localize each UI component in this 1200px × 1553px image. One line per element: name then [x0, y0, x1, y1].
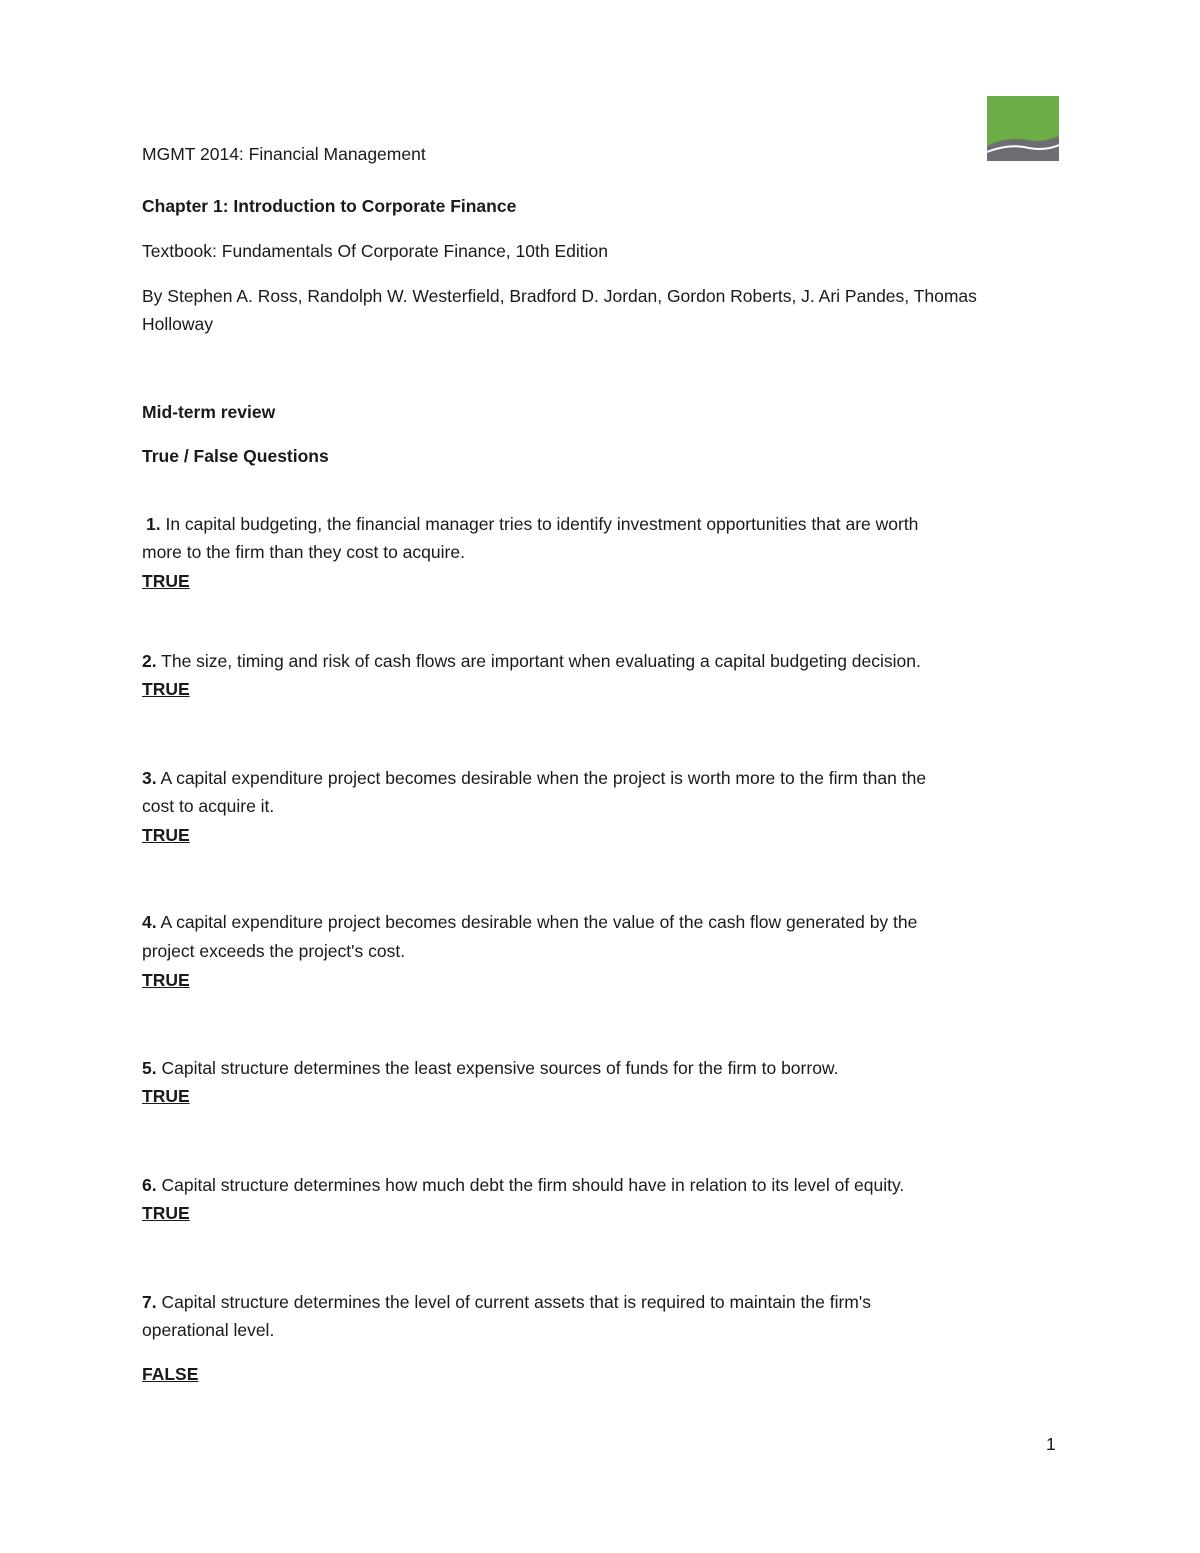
question-1-line-2: more to the firm than they cost to acquire.	[142, 542, 465, 562]
section-title: Mid-term review	[142, 402, 276, 422]
course-title: MGMT 2014: Financial Management	[142, 144, 426, 164]
question-number: 3.	[142, 768, 157, 788]
textbook-line: Textbook: Fundamentals Of Corporate Finance, 10th Edition	[142, 241, 608, 261]
question-4-line-1	[142, 908, 917, 936]
question-text: The size, timing and risk of cash flows are important when evaluating a capital budgeting decision.	[156, 651, 921, 671]
question-number: 4.	[142, 912, 157, 932]
question-5-answer: TRUE	[142, 1086, 190, 1106]
question-7-line-2: operational level.	[142, 1320, 275, 1340]
question-number: 1.	[146, 514, 161, 534]
question-2-line-1	[142, 647, 921, 675]
question-number: 6.	[142, 1175, 157, 1195]
question-1-line-1	[146, 510, 918, 538]
college-logo	[987, 96, 1059, 161]
question-7-line-1	[142, 1288, 871, 1316]
question-number: 7.	[142, 1292, 157, 1312]
question-text: In capital budgeting, the financial manager tries to identify investment opportunities that are worth	[160, 514, 919, 534]
question-text: Capital structure determines how much debt the firm should have in relation to its level of equity.	[156, 1175, 905, 1195]
question-3-line-2: cost to acquire it.	[142, 796, 275, 816]
chapter-title: Chapter 1: Introduction to Corporate Finance	[142, 196, 517, 216]
question-4-answer: TRUE	[142, 970, 190, 990]
page-number: 1	[1046, 1434, 1056, 1454]
authors-line-1: By Stephen A. Ross, Randolph W. Westerfield, Bradford D. Jordan, Gordon Roberts, J. Ari Pandes, Thomas	[142, 286, 977, 306]
question-text: A capital expenditure project becomes desirable when the value of the cash flow generated by the	[156, 912, 918, 932]
question-number: 5.	[142, 1058, 157, 1078]
question-5-line-1	[142, 1054, 838, 1082]
logo-graphic	[987, 96, 1059, 161]
question-3-line-1	[142, 764, 926, 792]
question-7-answer: FALSE	[142, 1364, 199, 1384]
question-6-line-1	[142, 1171, 904, 1199]
question-6-answer: TRUE	[142, 1203, 190, 1223]
question-4-line-2: project exceeds the project's cost.	[142, 941, 406, 961]
question-number: 2.	[142, 651, 157, 671]
question-text: A capital expenditure project becomes desirable when the project is worth more to the firm than the	[156, 768, 927, 788]
question-1-answer: TRUE	[142, 571, 190, 591]
authors-line-2: Holloway	[142, 314, 213, 334]
question-text: Capital structure determines the level of current assets that is required to maintain the firm's	[156, 1292, 871, 1312]
question-3-answer: TRUE	[142, 825, 190, 845]
question-text: Capital structure determines the least expensive sources of funds for the firm to borrow.	[156, 1058, 839, 1078]
section-subtitle: True / False Questions	[142, 446, 329, 466]
question-2-answer: TRUE	[142, 679, 190, 699]
